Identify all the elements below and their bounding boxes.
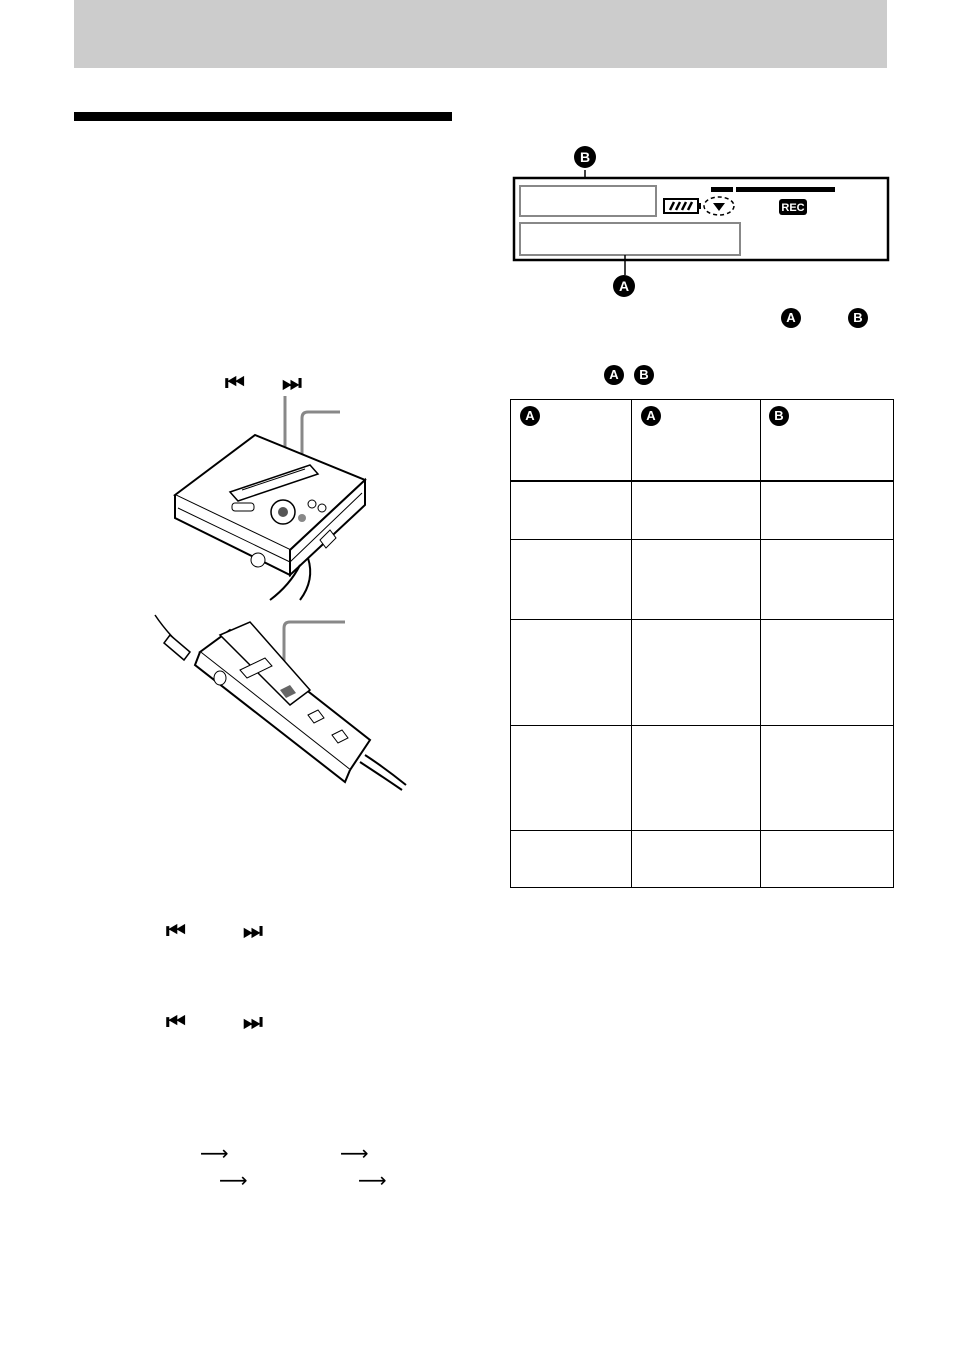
callout-a-marker: A xyxy=(613,275,635,297)
table-row-divider xyxy=(511,539,893,540)
table-row-divider xyxy=(511,830,893,831)
next-track-icon: ⏭ xyxy=(243,1010,261,1035)
table-header-divider xyxy=(511,480,893,482)
display-diagram xyxy=(510,140,894,300)
table-header-b: B xyxy=(769,406,789,426)
table-column-divider xyxy=(631,400,632,887)
previous-track-icon: ⏮ xyxy=(225,371,243,396)
table-row-divider xyxy=(511,725,893,726)
previous-track-icon: ⏮ xyxy=(166,919,184,944)
text-ref-a2: A xyxy=(604,365,624,385)
section-title-rule xyxy=(74,112,452,121)
rec-indicator: REC xyxy=(781,202,805,214)
right-arrow-icon: ⟶ xyxy=(358,1168,387,1192)
text-ref-b: B xyxy=(848,308,868,328)
header-band xyxy=(74,0,887,68)
next-track-icon: ⏭ xyxy=(243,919,261,944)
table-header-a: A xyxy=(520,406,540,426)
next-track-icon: ⏭ xyxy=(282,371,300,396)
text-ref-a: A xyxy=(781,308,801,328)
table-column-divider xyxy=(760,400,761,887)
table-row-divider xyxy=(511,619,893,620)
display-items-table xyxy=(510,399,894,888)
device-illustration xyxy=(140,390,420,810)
right-arrow-icon: ⟶ xyxy=(200,1141,229,1165)
right-arrow-icon: ⟶ xyxy=(340,1141,369,1165)
callout-b-marker: B xyxy=(574,146,596,168)
right-arrow-icon: ⟶ xyxy=(219,1168,248,1192)
table-header-a: A xyxy=(641,406,661,426)
previous-track-icon: ⏮ xyxy=(166,1010,184,1035)
text-ref-b2: B xyxy=(634,365,654,385)
